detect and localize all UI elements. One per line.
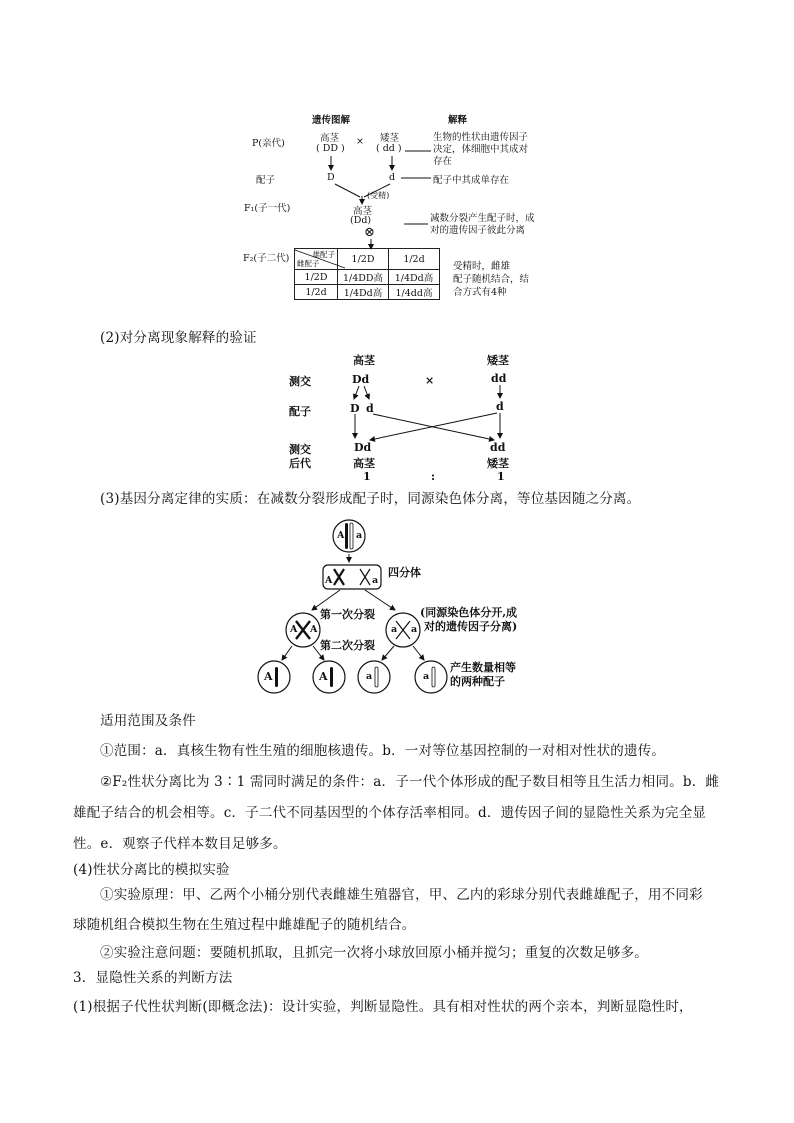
scope-heading: 适用范围及条件 bbox=[100, 713, 196, 729]
testcross-cross-symbol: × bbox=[425, 374, 435, 387]
fertilization-label: (受精) bbox=[367, 191, 390, 200]
corner-male-label: 雄配子 bbox=[312, 250, 335, 259]
punnett-col-header: 1/2d bbox=[389, 249, 440, 270]
testcross-parent-dd: dd bbox=[491, 372, 507, 385]
p-left-phenotype: 高茎 bbox=[320, 133, 340, 144]
explanation-2: 配子中其成单存在 bbox=[433, 175, 510, 186]
paragraph-notes: ②实验注意问题：要随机抓取，且抓完一次将小球放回原小桶并搅匀；重复的次数足够多。 bbox=[100, 945, 648, 961]
allele-A-gamete-2: A bbox=[319, 670, 328, 683]
first-division-label: 第一次分裂 bbox=[320, 608, 375, 621]
cross-symbol: × bbox=[356, 136, 364, 147]
ratio-left: 1 bbox=[363, 470, 371, 483]
testcross-gamete-D: D bbox=[350, 402, 360, 415]
allele-a-gamete-4: a bbox=[423, 671, 430, 682]
paragraph-principle-line-2: 球随机组合模拟生物在生殖过程中雌雄配子的随机结合。 bbox=[73, 917, 416, 933]
homolog-note-line-1: (同源染色体分开,成 bbox=[420, 606, 518, 619]
allele-a-tetrad: a bbox=[372, 575, 379, 586]
explanation-4-line-3: 合方式有4种 bbox=[453, 287, 507, 298]
paragraph-conditions-line-2: 雄配子结合的机会相等。c．子二代不同基因型的个体存活率相同。d．遗传因子间的显隐性关系为完全显 bbox=[73, 805, 707, 821]
allele-a-gamete-3: a bbox=[366, 671, 373, 682]
tetrad-label: 四分体 bbox=[388, 566, 421, 579]
punnett-row-header: 1/2D bbox=[295, 270, 338, 285]
gamete-note-line-1: 产生数量相等 bbox=[450, 661, 516, 674]
explanation-4-line-2: 配子随机结合，结 bbox=[453, 274, 530, 285]
paragraph-principle-line-1: ①实验原理：甲、乙两个小桶分别代表雌雄生殖器官，甲、乙内的彩球分别代表雌雄配子，用不同彩 bbox=[100, 887, 703, 903]
testcross-gamete-d-right: d bbox=[496, 400, 504, 413]
punnett-cell: 1/4DD高 bbox=[338, 270, 389, 285]
ratio-colon: : bbox=[431, 470, 436, 483]
gamete-row-label: 配子 bbox=[289, 405, 311, 418]
section-4-title: (4)性状分离比的模拟实验 bbox=[73, 862, 230, 878]
gamete-note-line-2: 的两种配子 bbox=[450, 675, 505, 688]
homolog-note-line-2: 对的遗传因子分离) bbox=[424, 620, 518, 633]
testcross-row-label: 测交 bbox=[289, 375, 311, 388]
allele-A-tetrad: A bbox=[325, 575, 333, 586]
testcross-gamete-d-left: d bbox=[366, 402, 374, 415]
paragraph-judgment: (1)根据子代性状判断(即概念法)：设计实验，判断显隐性。具有相对性状的两个亲本，判断显隐性时， bbox=[73, 999, 693, 1015]
offspring-tall: 高茎 bbox=[353, 457, 375, 470]
header-explanation: 解释 bbox=[448, 115, 468, 126]
second-division-label: 第二次分裂 bbox=[320, 639, 375, 652]
allele-A-second-row: A bbox=[290, 624, 298, 635]
offspring-Dd: Dd bbox=[354, 441, 372, 454]
explanation-4-line-1: 受精时，雌雄 bbox=[453, 261, 511, 272]
gamete-d: d bbox=[389, 172, 396, 183]
allele-a-second-row-right: a bbox=[411, 624, 418, 635]
paragraph-conditions-line-1: ②F₂性状分离比为 3∶1 需同时满足的条件：a．子一代个体形成的配子数目相等且生活力相同。b．雌 bbox=[100, 774, 720, 790]
p-right-genotype: ( dd ) bbox=[376, 143, 402, 154]
allele-A-gamete-1: A bbox=[264, 670, 273, 683]
punnett-cell: 1/4Dd高 bbox=[338, 285, 389, 300]
f1-phenotype: 高茎 bbox=[353, 206, 373, 217]
punnett-col-header: 1/2D bbox=[338, 249, 389, 270]
explanation-3-line-1: 减数分裂产生配子时，成 bbox=[430, 213, 535, 224]
allele-A-second-row-right: A bbox=[310, 624, 318, 635]
offspring-dd: dd bbox=[490, 441, 506, 454]
ratio-right: 1 bbox=[497, 470, 505, 483]
punnett-cell: 1/4Dd高 bbox=[389, 270, 440, 285]
allele-a-second-row: a bbox=[391, 624, 398, 635]
offspring-row-label-2: 后代 bbox=[289, 457, 311, 470]
f1-genotype: (Dd) bbox=[350, 215, 372, 226]
offspring-row-label-1: 测交 bbox=[289, 443, 311, 456]
row-label-p: P(亲代) bbox=[252, 138, 285, 149]
explanation-1-line-2: 决定，体细胞中其成对 bbox=[433, 144, 529, 155]
explanation-1-line-1: 生物的性状由遗传因子 bbox=[433, 132, 529, 143]
allele-A-top: A bbox=[337, 530, 345, 541]
header-diagram: 遗传图解 bbox=[312, 115, 351, 126]
testcross-short-header: 矮茎 bbox=[487, 354, 509, 367]
row-label-f2: F₂(子二代) bbox=[243, 253, 290, 264]
offspring-short: 矮茎 bbox=[487, 457, 509, 470]
gamete-D: D bbox=[327, 172, 335, 183]
section-2-title: (2)对分离现象解释的验证 bbox=[100, 330, 257, 346]
paragraph-scope: ①范围：a．真核生物有性生殖的细胞核遗传。b．一对等位基因控制的一对相对性状的遗传。 bbox=[100, 743, 666, 759]
punnett-row-header: 1/2d bbox=[295, 285, 338, 300]
testcross-tall-header: 高茎 bbox=[353, 354, 375, 367]
paragraph-conditions-line-3: 性。e．观察子代样本数目足够多。 bbox=[73, 836, 287, 852]
section-5-title: 3．显隐性关系的判断方法 bbox=[73, 970, 233, 986]
p-left-genotype: ( DD ) bbox=[316, 143, 345, 154]
allele-a-top: a bbox=[356, 530, 363, 541]
explanation-3-line-2: 对的遗传因子彼此分离 bbox=[430, 225, 526, 236]
section-3-title: (3)基因分离定律的实质：在减数分裂形成配子时，同源染色体分离，等位基因随之分离。 bbox=[100, 491, 641, 507]
row-label-gamete: 配子 bbox=[256, 175, 276, 186]
punnett-cell: 1/4dd高 bbox=[389, 285, 440, 300]
p-right-phenotype: 矮茎 bbox=[380, 133, 400, 144]
row-label-f1: F₁(子一代) bbox=[244, 203, 291, 214]
selfing-symbol: ⊗ bbox=[364, 225, 375, 240]
corner-female-label: 雌配子 bbox=[297, 259, 320, 268]
explanation-1-line-3: 存在 bbox=[433, 156, 453, 167]
testcross-parent-Dd: Dd bbox=[352, 373, 370, 386]
